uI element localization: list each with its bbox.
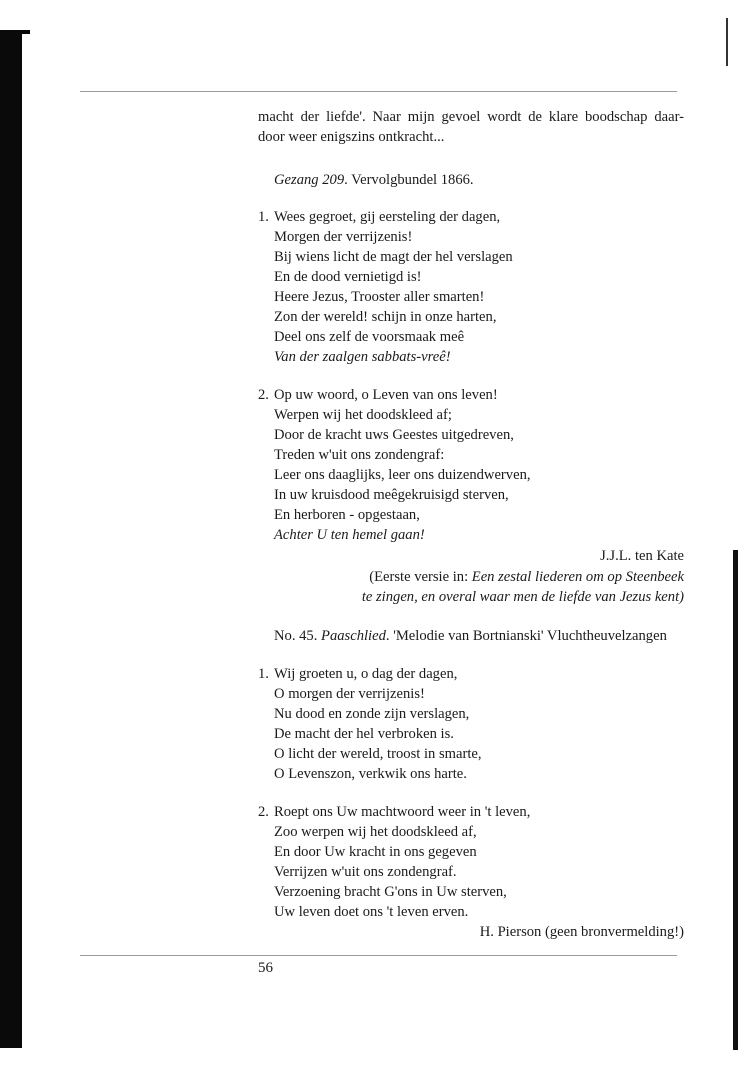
verse-line: Werpen wij het doodskleed af; <box>274 407 452 423</box>
hymn1-source-line-1 <box>258 567 684 587</box>
verse-number: 1. <box>258 666 269 682</box>
verse-line: En herboren - opgestaan, <box>274 507 420 523</box>
hymn1-verse2 <box>258 385 684 545</box>
hymn1-author: J.J.L. ten Kate <box>600 548 684 564</box>
scan-edge-tick <box>0 30 30 34</box>
verse-line: Deel ons zelf de voorsmaak meê <box>274 329 465 345</box>
source-prefix: (Eerste versie in: <box>369 569 472 585</box>
verse-number: 1. <box>258 209 269 225</box>
header-rule <box>80 91 677 92</box>
verse-line: Bij wiens licht de magt der hel verslagen <box>274 249 513 265</box>
verse-number: 2. <box>258 804 269 820</box>
verse-line: In uw kruisdood meêgekruisigd sterven, <box>274 487 509 503</box>
verse-line: Verrijzen w'uit ons zondengraf. <box>274 864 457 880</box>
verse-line: Van der zaalgen sabbats-vreê! <box>274 349 451 365</box>
hymn2-verse1 <box>258 664 684 784</box>
verse-line: Nu dood en zonde zijn verslagen, <box>274 706 470 722</box>
scan-mark-right <box>726 18 728 66</box>
verse-line: Wij groeten u, o dag der dagen, <box>274 666 458 682</box>
verse-line: O morgen der verrijzenis! <box>274 686 425 702</box>
intro-line-1: macht der liefde'. Naar mijn gevoel wordt de klare boodschap daar- <box>258 109 684 125</box>
scan-edge-left <box>0 30 22 1048</box>
verse-line: O Levenszon, verkwik ons harte. <box>274 766 467 782</box>
intro-line-2: door weer enigszins ontkracht... <box>258 129 445 145</box>
page-number: 56 <box>258 960 273 976</box>
verse-line: Zon der wereld! schijn in onze harten, <box>274 309 497 325</box>
verse-line: Leer ons daaglijks, leer ons duizendwerven, <box>274 467 531 483</box>
verse-line: De macht der hel verbroken is. <box>274 726 454 742</box>
gezang-title: Gezang 209 <box>274 172 345 188</box>
verse-line: Morgen der verrijzenis! <box>274 229 413 245</box>
hymn1-verse1 <box>258 207 684 367</box>
gezang-source: . Vervolgbundel 1866. <box>344 172 474 188</box>
verse-line: Zoo werpen wij het doodskleed af, <box>274 824 477 840</box>
verse-line: En door Uw kracht in ons gegeven <box>274 844 477 860</box>
verse-line: Roept ons Uw machtwoord weer in 't leven, <box>274 804 531 820</box>
no45-title: Paaschlied <box>321 628 386 644</box>
no45-source: . 'Melodie van Bortnianski' Vluchtheuvelzangen <box>385 628 667 644</box>
verse-line: Heere Jezus, Trooster aller smarten! <box>274 289 485 305</box>
footer-rule <box>80 955 677 956</box>
hymn2-verse2 <box>258 802 684 922</box>
scan-edge-right <box>733 550 738 1050</box>
verse-line: Achter U ten hemel gaan! <box>274 527 425 543</box>
verse-line: Door de kracht uws Geestes uitgedreven, <box>274 427 514 443</box>
verse-number: 2. <box>258 387 269 403</box>
verse-line: Wees gegroet, gij eersteling der dagen, <box>274 209 501 225</box>
intro-paragraph <box>258 107 684 147</box>
verse-line: Verzoening bracht G'ons in Uw sterven, <box>274 884 507 900</box>
hymn1-source-line-2: te zingen, en overal waar men de liefde van Jezus kent) <box>361 589 684 605</box>
gezang-heading <box>258 170 700 190</box>
hymn2-attribution: H. Pierson (geen bronvermelding!) <box>479 924 684 940</box>
verse-line: Op uw woord, o Leven van ons leven! <box>274 387 498 403</box>
verse-line: En de dood vernietigd is! <box>274 269 422 285</box>
no45-label: No. 45. <box>274 628 322 644</box>
source-title: Een zestal liederen om op Steenbeek <box>471 569 684 585</box>
verse-line: O licht der wereld, troost in smarte, <box>274 746 482 762</box>
verse-line: Uw leven doet ons 't leven erven. <box>274 904 469 920</box>
verse-line: Treden w'uit ons zondengraf: <box>274 447 445 463</box>
no45-heading <box>258 626 700 646</box>
